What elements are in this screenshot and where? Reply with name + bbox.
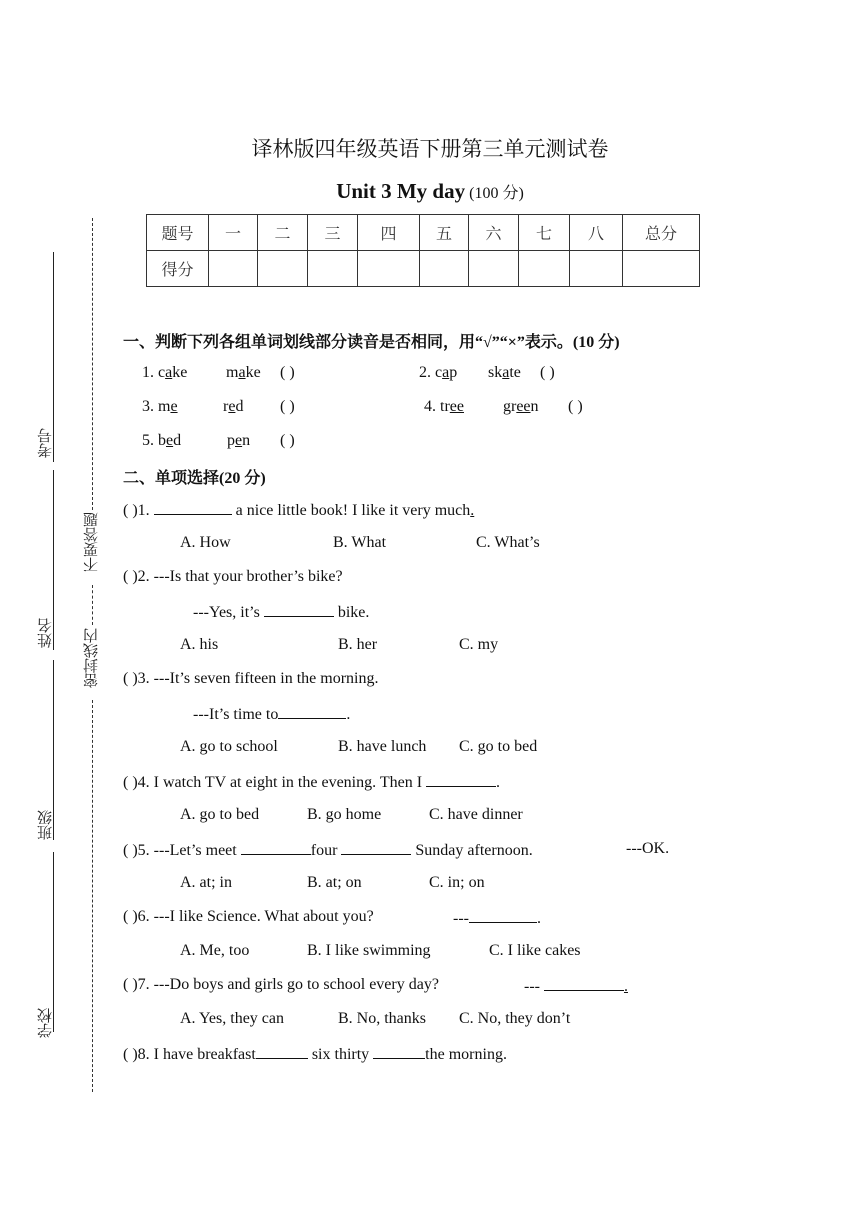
score-header-cell: 一 <box>209 215 258 251</box>
item-number: 2. <box>419 364 435 381</box>
q7-stem <box>123 976 439 994</box>
s1-item5-word1 <box>142 432 181 450</box>
score-cell[interactable] <box>519 251 570 287</box>
score-row-label: 得分 <box>147 251 209 287</box>
seal-line-top <box>92 218 93 510</box>
item-number: 3. <box>142 398 158 415</box>
q5-stem <box>123 840 533 860</box>
s1-item1-answer[interactable]: ( ) <box>280 364 295 381</box>
word-part: p <box>449 364 458 381</box>
q4-stem <box>123 772 500 792</box>
score-cell[interactable] <box>420 251 469 287</box>
question-text: ---Do boys and girls go to school every day? <box>153 976 439 993</box>
question-number: ( )2. <box>123 568 154 585</box>
s1-item4-word1 <box>424 398 464 416</box>
underlined-part: e <box>166 432 174 449</box>
section1-heading: 一、判断下列各组单词划线部分读音是否相同，用“√”“×”表示。(10 分) <box>123 334 620 351</box>
q3-option-c[interactable]: C. go to bed <box>459 738 538 755</box>
q1-option-a[interactable]: A. How <box>180 534 231 551</box>
q6-option-b[interactable]: B. I like swimming <box>307 942 431 959</box>
unit-title: Unit 3 My day <box>336 179 466 203</box>
word-part: ke <box>245 364 261 381</box>
underlined-part: e <box>228 398 236 415</box>
margin-label-school: 学校 <box>36 1008 54 1038</box>
underlined-part: e <box>235 432 243 449</box>
underlined-part: e <box>170 398 178 415</box>
item-number: 4. <box>424 398 440 415</box>
score-cell[interactable] <box>308 251 358 287</box>
q2-option-a[interactable]: A. his <box>180 636 219 653</box>
question-number: ( )6. <box>123 908 154 925</box>
underlined-part: a <box>238 364 246 381</box>
item-number: 1. <box>142 364 158 381</box>
underlined-part: ee <box>516 398 531 415</box>
s1-item2-word2 <box>488 364 521 382</box>
reply-text: . <box>536 910 541 927</box>
score-table <box>146 214 700 287</box>
q6-reply <box>453 908 541 928</box>
underlined-part: a <box>442 364 450 381</box>
answer-blank[interactable] <box>264 602 334 617</box>
s1-item2-answer[interactable]: ( ) <box>540 364 555 381</box>
s1-item3-word1 <box>142 398 178 416</box>
score-table-header-row <box>147 215 700 251</box>
q1-option-c[interactable]: C. What’s <box>476 534 540 551</box>
score-cell[interactable] <box>623 251 700 287</box>
q3-option-a[interactable]: A. go to school <box>180 738 278 755</box>
q4-option-c[interactable]: C. have dinner <box>429 806 523 823</box>
question-text: ---I like Science. What about you? <box>153 908 374 925</box>
score-cell[interactable] <box>469 251 519 287</box>
score-header-cell: 六 <box>469 215 519 251</box>
word-part: d <box>235 398 244 415</box>
word-part: tr <box>440 398 450 415</box>
question-text: four <box>310 842 342 859</box>
s1-item5-word2 <box>227 432 250 450</box>
question-text: six thirty <box>307 1046 374 1063</box>
word-part: r <box>223 398 229 415</box>
reply-text: . <box>346 706 351 723</box>
answer-blank[interactable] <box>426 772 496 787</box>
word-part: n <box>530 398 539 415</box>
q5-option-c[interactable]: C. in; on <box>429 874 485 891</box>
word-part: sk <box>488 364 503 381</box>
question-text: ---It’s seven fifteen in the morning. <box>153 670 379 687</box>
answer-blank[interactable] <box>341 840 411 855</box>
s1-item4-answer[interactable]: ( ) <box>568 398 583 415</box>
question-text: a nice little book! I like it very much <box>231 502 471 519</box>
reply-text: . <box>623 978 628 995</box>
reply-text: bike. <box>333 604 370 621</box>
q6-option-c[interactable]: C. I like cakes <box>489 942 581 959</box>
question-number: ( )7. <box>123 976 154 993</box>
question-text: I have breakfast <box>153 1046 256 1063</box>
s1-item1-word2 <box>226 364 261 382</box>
word-part: gr <box>503 398 517 415</box>
score-cell[interactable] <box>570 251 623 287</box>
question-number: ( )4. <box>123 774 154 791</box>
question-text: I watch TV at eight in the evening. Then I <box>153 774 427 791</box>
s1-item1-word1 <box>142 364 187 382</box>
seal-label-seal-line: 密封线内 <box>82 628 100 688</box>
question-text: ---Let’s meet <box>153 842 241 859</box>
word-part: d <box>173 432 182 449</box>
seal-label-no-answer: 不要答题 <box>82 512 100 572</box>
answer-blank[interactable] <box>544 976 624 991</box>
q2-option-c[interactable]: C. my <box>459 636 499 653</box>
question-end: . <box>496 774 501 791</box>
question-text: ---Is that your brother’s bike? <box>153 568 343 585</box>
answer-blank[interactable] <box>373 1044 425 1059</box>
score-header-cell: 四 <box>358 215 420 251</box>
answer-blank[interactable] <box>241 840 311 855</box>
q5-option-b[interactable]: B. at; on <box>307 874 362 891</box>
q3-reply <box>193 704 350 724</box>
q4-option-b[interactable]: B. go home <box>307 806 382 823</box>
word-part: m <box>158 398 171 415</box>
page-subtitle <box>0 179 860 204</box>
word-part: b <box>158 432 166 449</box>
score-header-cell: 八 <box>570 215 623 251</box>
underlined-part: ee <box>449 398 464 415</box>
question-text: the morning. <box>425 1046 507 1063</box>
answer-blank[interactable] <box>256 1044 308 1059</box>
q7-reply <box>524 976 628 996</box>
question-number: ( )1. <box>123 502 154 519</box>
question-end: . <box>470 502 475 519</box>
s1-item5-answer[interactable]: ( ) <box>280 432 295 449</box>
score-header-cell: 七 <box>519 215 570 251</box>
question-text: Sunday afternoon. <box>411 842 533 859</box>
q8-stem <box>123 1044 507 1064</box>
underlined-part: a <box>502 364 510 381</box>
s1-item3-word2 <box>223 398 243 416</box>
q5-option-a[interactable]: A. at; in <box>180 874 232 891</box>
reply-text: --- <box>524 978 544 995</box>
total-score: (100 分) <box>469 185 524 202</box>
word-part: p <box>227 432 235 449</box>
q6-stem <box>123 908 374 926</box>
q2-option-b[interactable]: B. her <box>338 636 378 653</box>
score-table-score-row <box>147 251 700 287</box>
score-cell[interactable] <box>209 251 258 287</box>
score-cell[interactable] <box>258 251 308 287</box>
word-part: te <box>509 364 521 381</box>
item-number: 5. <box>142 432 158 449</box>
score-header-cell: 五 <box>420 215 469 251</box>
question-number: ( )8. <box>123 1046 154 1063</box>
q6-option-a[interactable]: A. Me, too <box>180 942 250 959</box>
q5-reply: ---OK. <box>626 840 670 857</box>
answer-blank[interactable] <box>278 704 346 719</box>
q3-stem <box>123 670 378 688</box>
margin-label-name: 姓名 <box>36 618 54 648</box>
reply-text: --- <box>453 910 469 927</box>
page-title: 译林版四年级英语下册第三单元测试卷 <box>251 137 609 161</box>
answer-blank[interactable] <box>154 500 232 515</box>
word-part: n <box>242 432 251 449</box>
q1-option-b[interactable]: B. What <box>333 534 387 551</box>
reply-text: ---Yes, it’s <box>193 604 264 621</box>
q4-option-a[interactable]: A. go to bed <box>180 806 260 823</box>
q7-option-c[interactable]: C. No, they don’t <box>459 1010 571 1027</box>
underlined-part: a <box>165 364 173 381</box>
margin-line-school <box>53 852 54 1032</box>
word-part: c <box>158 364 166 381</box>
score-header-cell: 题号 <box>147 215 209 251</box>
q1-stem <box>123 500 474 520</box>
word-part: c <box>435 364 443 381</box>
margin-label-class: 班级 <box>36 810 54 840</box>
score-header-cell: 三 <box>308 215 358 251</box>
question-number: ( )5. <box>123 842 154 859</box>
score-header-cell: 二 <box>258 215 308 251</box>
seal-line-bottom <box>92 700 93 1092</box>
q7-option-b[interactable]: B. No, thanks <box>338 1010 426 1027</box>
answer-blank[interactable] <box>469 908 537 923</box>
s1-item3-answer[interactable]: ( ) <box>280 398 295 415</box>
q2-stem <box>123 568 343 586</box>
margin-label-exam-no: 考号 <box>36 428 54 458</box>
question-number: ( )3. <box>123 670 154 687</box>
reply-text: ---It’s time to <box>193 706 279 723</box>
s1-item2-word1 <box>419 364 457 382</box>
s1-item4-word2 <box>503 398 539 416</box>
q3-option-b[interactable]: B. have lunch <box>338 738 427 755</box>
q7-option-a[interactable]: A. Yes, they can <box>180 1010 284 1027</box>
score-cell[interactable] <box>358 251 420 287</box>
seal-line-middle <box>92 585 93 625</box>
q2-reply <box>193 602 369 622</box>
word-part: ke <box>172 364 188 381</box>
section2-heading: 二、单项选择(20 分) <box>123 470 266 487</box>
word-part: m <box>226 364 239 381</box>
score-header-cell: 总分 <box>623 215 700 251</box>
